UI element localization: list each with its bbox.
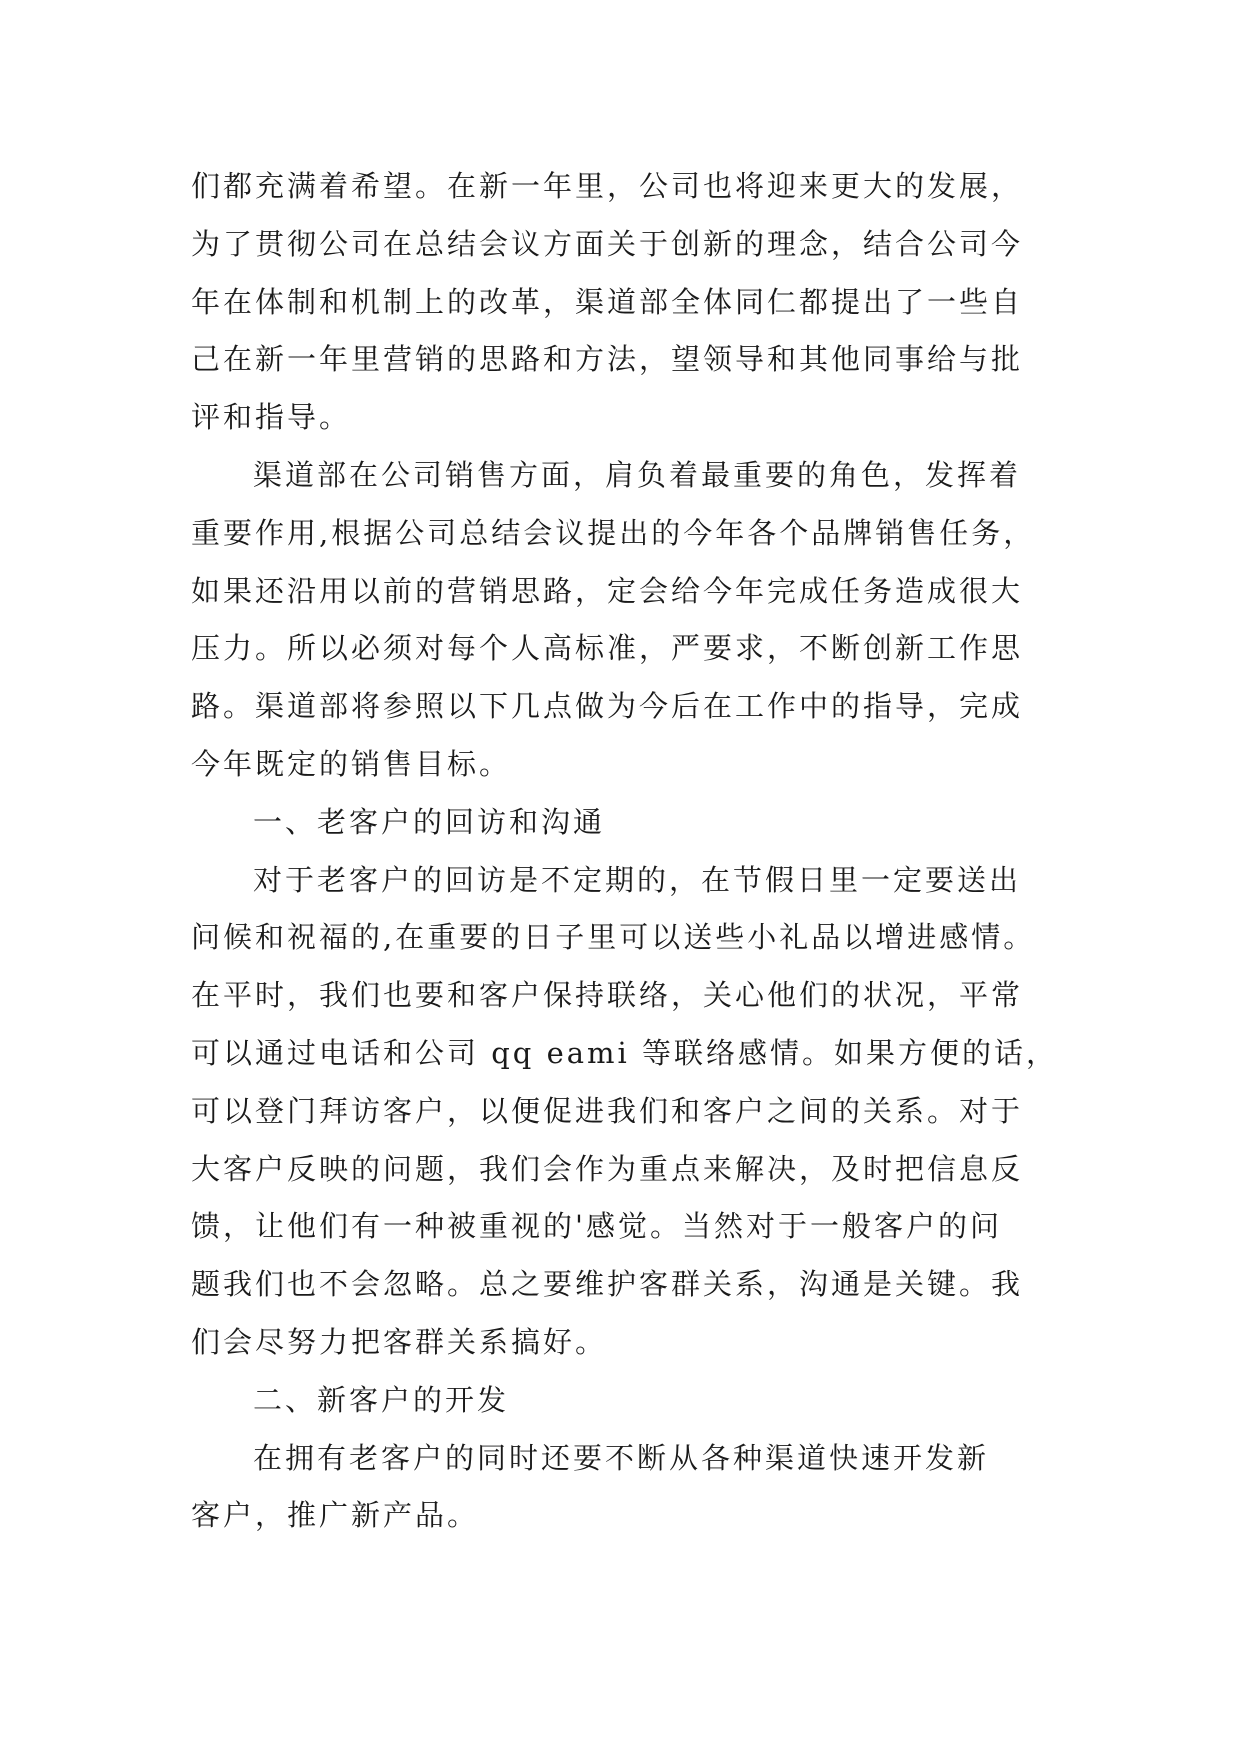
paragraph-line: 对于老客户的回访是不定期的，在节假日里一定要送出 (253, 862, 1022, 897)
paragraph-line: 题我们也不会忽略。总之要维护客群关系，沟通是关键。我 (191, 1267, 1024, 1302)
paragraph-line: 馈，让他们有一种被重视的'感觉。当然对于一般客户的问 (191, 1209, 1002, 1244)
section-heading: 一、老客户的回访和沟通 (253, 804, 606, 839)
paragraph-line: 大客户反映的问题，我们会作为重点来解决，及时把信息反 (191, 1151, 1024, 1186)
paragraph-line: 今年既定的销售目标。 (191, 746, 512, 781)
paragraph-line: 客户，推广新产品。 (191, 1498, 480, 1533)
paragraph-line: 年在体制和机制上的改革，渠道部全体同仁都提出了一些自 (191, 284, 1024, 319)
paragraph-line: 如果还沿用以前的营销思路，定会给今年完成任务造成很大 (191, 573, 1024, 608)
paragraph-line: 问候和祝福的,在重要的日子里可以送些小礼品以增进感情。 (191, 920, 1036, 955)
section-heading: 二、新客户的开发 (253, 1382, 510, 1417)
paragraph-line: 渠道部在公司销售方面，肩负着最重要的角色，发挥着 (253, 457, 1022, 492)
paragraph-line: 可以通过电话和公司 qq eami 等联络感情。如果方便的话， (191, 1035, 1059, 1070)
paragraph-line: 可以登门拜访客户，以便促进我们和客户之间的关系。对于 (191, 1093, 1024, 1128)
paragraph-line: 在拥有老客户的同时还要不断从各种渠道快速开发新 (253, 1440, 990, 1475)
paragraph-line: 重要作用,根据公司总结会议提出的今年各个品牌销售任务， (191, 515, 1036, 550)
paragraph-line: 评和指导。 (191, 400, 352, 435)
paragraph-line: 路。渠道部将参照以下几点做为今后在工作中的指导，完成 (191, 689, 1024, 724)
document-body (191, 158, 1069, 1545)
paragraph-line: 为了贯彻公司在总结会议方面关于创新的理念，结合公司今 (191, 226, 1024, 261)
paragraph-line: 们会尽努力把客群关系搞好。 (191, 1324, 608, 1359)
paragraph-line: 在平时，我们也要和客户保持联络，关心他们的状况，平常 (191, 978, 1024, 1013)
paragraph-line: 压力。所以必须对每个人高标准，严要求，不断创新工作思 (191, 631, 1024, 666)
paragraph-line: 己在新一年里营销的思路和方法，望领导和其他同事给与批 (191, 342, 1024, 377)
paragraph-line: 们都充满着希望。在新一年里，公司也将迎来更大的发展， (191, 169, 1024, 203)
